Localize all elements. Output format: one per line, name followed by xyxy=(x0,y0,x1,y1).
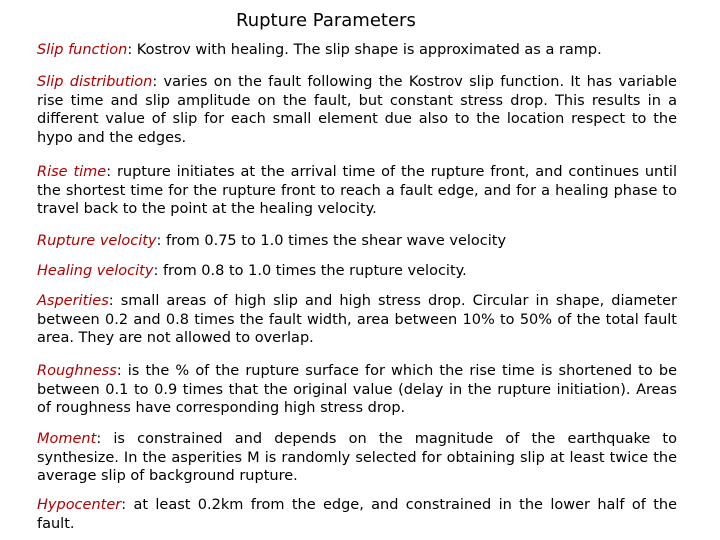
param-description: : from 0.75 to 1.0 times the shear wave velocity xyxy=(156,233,507,249)
param-description: : small areas of high slip and high stress drop. Circular in shape, diameter between 0.2 and 0.8 times the fault width, area between 10% to 50% of the total fault area. They are not allowed to overlap. xyxy=(37,293,677,346)
param-description: : from 0.8 to 1.0 times the rupture velocity. xyxy=(153,263,467,279)
param-rise-time xyxy=(37,163,677,219)
param-description: : is constrained and depends on the magnitude of the earthquake to synthesize. In the asperities M is randomly selected for obtaining slip at least twice the average slip of background rupture. xyxy=(37,431,677,484)
param-term: Roughness xyxy=(37,363,117,379)
param-healing-velocity xyxy=(37,262,677,281)
page-title: Rupture Parameters xyxy=(236,10,416,31)
param-term: Healing velocity xyxy=(37,263,154,279)
param-term: Hypocenter xyxy=(37,497,122,513)
param-rupture-velocity xyxy=(37,232,677,251)
param-description: : varies on the fault following the Kostrov slip function. It has variable rise time and slip amplitude on the fault, but constant stress drop. This results in a different value of slip for each small element due also to the location respect to the hypo and the edges. xyxy=(37,74,677,146)
param-description: : is the % of the rupture surface for which the rise time is shortened to be between 0.1 to 0.9 times that the original value (delay in the rupture initiation). Areas of roughness have corresponding high stress drop. xyxy=(37,363,677,416)
param-description: : Kostrov with healing. The slip shape is approximated as a ramp. xyxy=(127,42,602,58)
param-term: Slip distribution xyxy=(37,74,153,90)
param-slip-function xyxy=(37,41,677,60)
param-description: : rupture initiates at the arrival time of the rupture front, and continues until the shortest time for the rupture front to reach a fault edge, and for a healing phase to travel back to the point at the healing velocity. xyxy=(37,164,677,217)
param-term: Asperities xyxy=(37,293,109,309)
param-term: Slip function xyxy=(37,42,128,58)
param-moment xyxy=(37,430,677,486)
param-term: Rupture velocity xyxy=(37,233,157,249)
param-term: Rise time xyxy=(37,164,107,180)
param-roughness xyxy=(37,362,677,418)
param-asperities xyxy=(37,292,677,348)
param-slip-distribution xyxy=(37,73,677,147)
param-hypocenter xyxy=(37,496,677,533)
param-term: Moment xyxy=(37,431,97,447)
param-description: : at least 0.2km from the edge, and constrained in the lower half of the fault. xyxy=(37,497,677,532)
